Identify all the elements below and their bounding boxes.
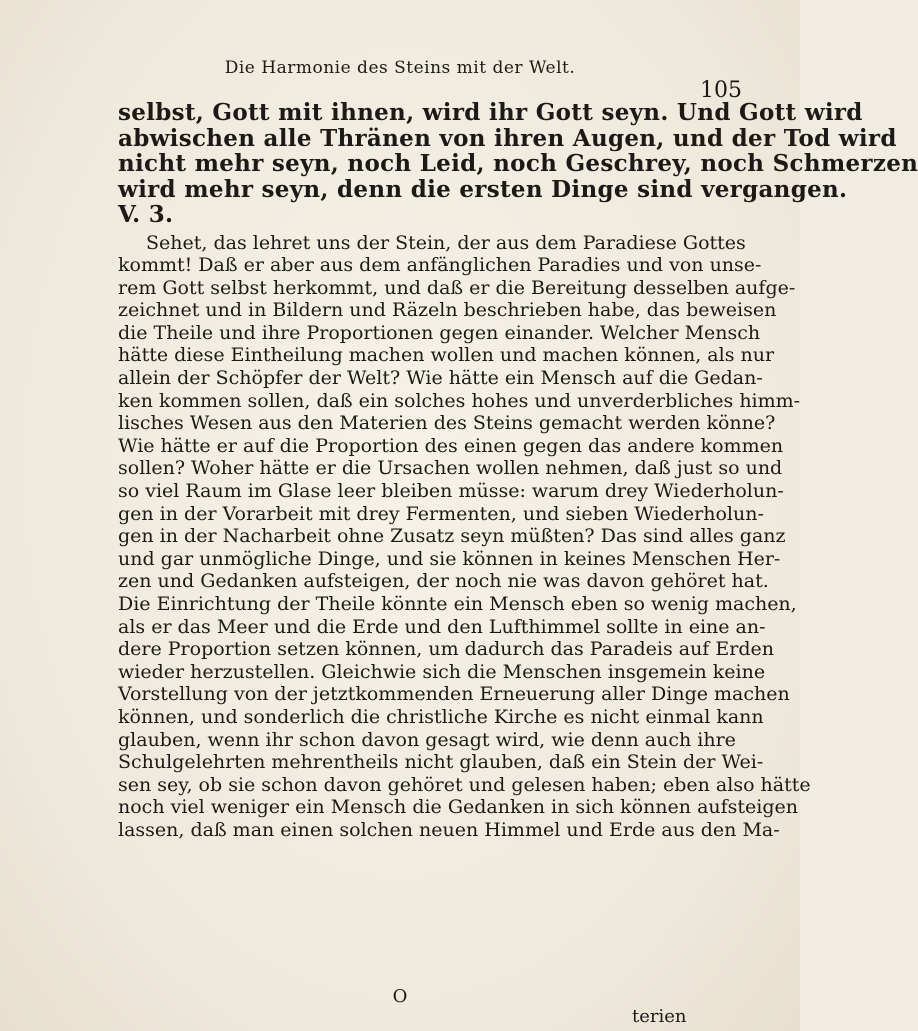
text-line: noch viel weniger ein Mensch die Gedanken in sich können aufsteigen bbox=[118, 796, 799, 819]
text-line: rem Gott selbst herkommt, und daß er die Bereitung desselben aufge- bbox=[118, 276, 796, 299]
text-line: wieder herzustellen. Gleichwie sich die Menschen insgemein keine bbox=[118, 660, 766, 683]
text-line: sollen? Woher hätte er die Ursachen wollen nehmen, daß just so und bbox=[118, 457, 783, 480]
text-line: nicht mehr seyn, noch Leid, noch Geschrey, noch Schmerzen bbox=[118, 150, 918, 177]
text-line: ken kommen sollen, daß ein solches hohes und unverderbliches himm- bbox=[118, 389, 801, 412]
text-line: Wie hätte er auf die Proportion des einen gegen das andere kommen bbox=[118, 434, 784, 457]
text-line: und gar unmögliche Dinge, und sie können in keines Menschen Her- bbox=[118, 547, 781, 570]
signature-mark: O bbox=[392, 986, 408, 1007]
text-line: dere Proportion setzen können, um dadurch das Paradeis auf Erden bbox=[118, 638, 774, 661]
running-title: Die Harmonie des Steins mit der Welt. bbox=[224, 58, 576, 78]
text-line: gen in der Nacharbeit ohne Zusatz seyn müßten? Das sind alles ganz bbox=[118, 525, 786, 548]
text-line: hätte diese Eintheilung machen wollen und machen können, als nur bbox=[118, 344, 775, 367]
catchword: terien bbox=[632, 1006, 687, 1027]
text-line: abwischen alle Thränen von ihren Augen, und der Tod wird bbox=[118, 124, 897, 152]
text-line: selbst, Gott mit ihnen, wird ihr Gott seyn. Und Gott wird bbox=[118, 99, 863, 126]
body-text bbox=[118, 99, 918, 842]
text-line: zen und Gedanken aufsteigen, der noch nie was davon gehöret hat. bbox=[118, 570, 769, 593]
page-number: 105 bbox=[700, 78, 742, 103]
text-line: können, und sonderlich die christliche Kirche es nicht einmal kann bbox=[118, 705, 764, 728]
text-line: gen in der Vorarbeit mit drey Fermenten, und sieben Wiederholun- bbox=[118, 502, 764, 525]
text-line: Sehet, das lehret uns der Stein, der aus dem Paradiese Gottes bbox=[146, 231, 746, 254]
text-line: allein der Schöpfer der Welt? Wie hätte ein Mensch auf die Gedan- bbox=[118, 367, 763, 390]
text-line: so viel Raum im Glase leer bleiben müsse: warum drey Wiederholun- bbox=[118, 480, 784, 503]
text-line: Vorstellung von der jetztkommenden Erneuerung aller Dinge machen bbox=[118, 683, 790, 706]
text-line: lisches Wesen aus den Materien des Steins gemacht werden könne? bbox=[118, 412, 776, 435]
paragraph-scripture bbox=[118, 99, 918, 228]
text-line: als er das Meer und die Erde und den Lufthimmel sollte in eine an- bbox=[118, 615, 766, 638]
text-line: Die Einrichtung der Theile könnte ein Mensch eben so wenig machen, bbox=[118, 593, 797, 615]
text-line: zeichnet und in Bildern und Räzeln beschrieben habe, das beweisen bbox=[118, 299, 777, 322]
text-line: wird mehr seyn, denn die ersten Dinge sind vergangen. bbox=[118, 175, 848, 203]
verse-reference: V. 3. bbox=[118, 201, 174, 228]
text-line: glauben, wenn ihr schon davon gesagt wird, wie denn auch ihre bbox=[118, 728, 736, 751]
text-line: sen sey, ob sie schon davon gehöret und gelesen haben; eben also hätte bbox=[118, 773, 811, 796]
text-line: kommt! Daß er aber aus dem anfänglichen Paradies und von unse- bbox=[118, 254, 762, 277]
text-line: lassen, daß man einen solchen neuen Himmel und Erde aus den Ma- bbox=[118, 818, 780, 841]
text-line: Schulgelehrten mehrentheils nicht glauben, daß ein Stein der Wei- bbox=[118, 751, 764, 774]
paragraph-commentary bbox=[118, 231, 811, 842]
text-line: die Theile und ihre Proportionen gegen einander. Welcher Mensch bbox=[118, 321, 761, 344]
